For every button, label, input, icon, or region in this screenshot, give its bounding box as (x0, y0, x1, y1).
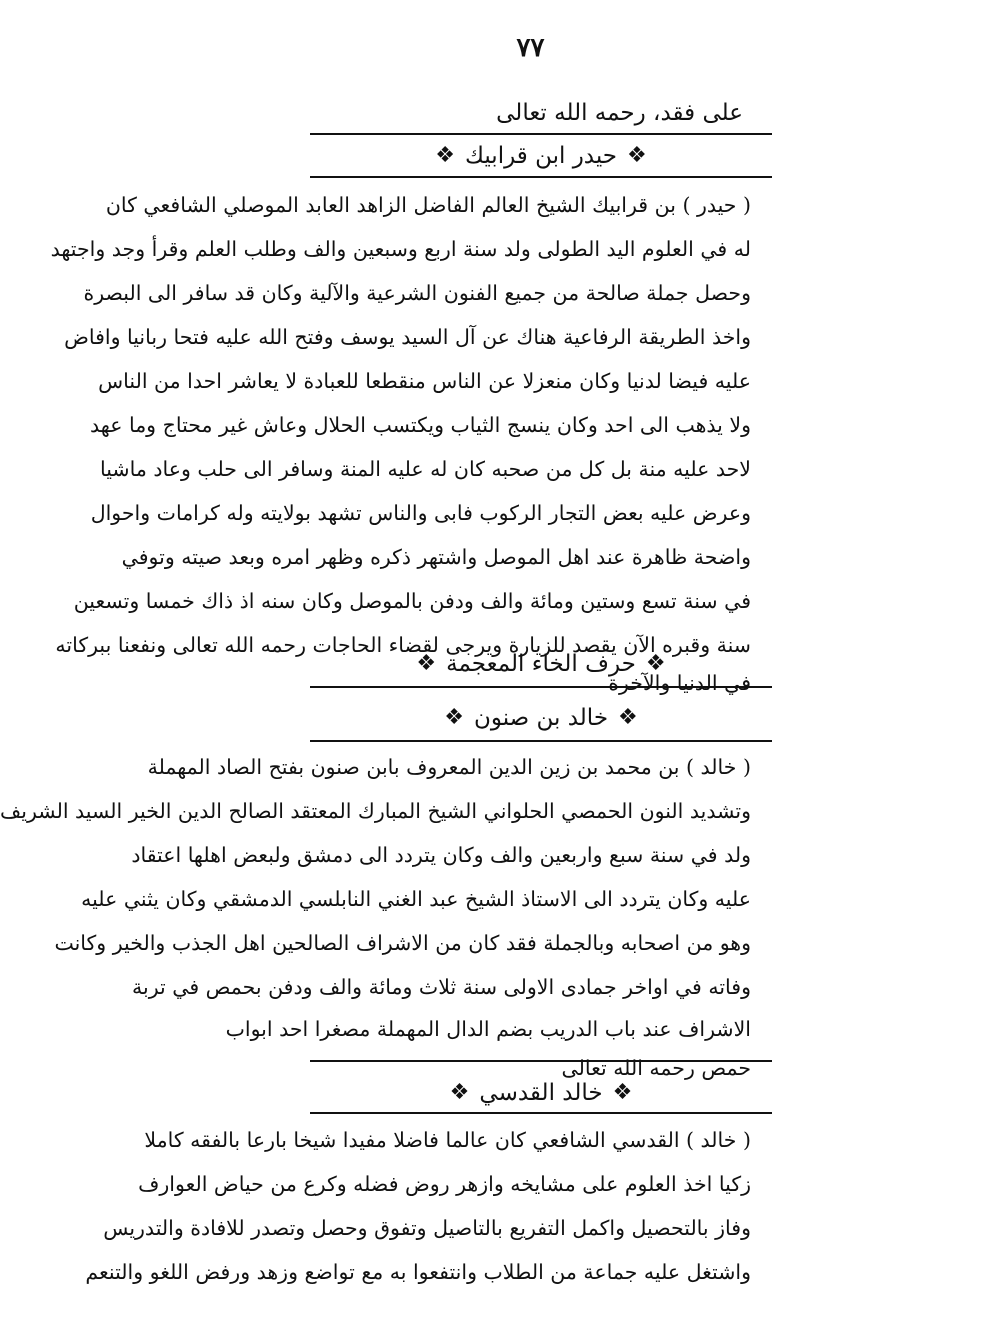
rule (310, 1112, 772, 1114)
rule (310, 133, 772, 135)
rule (310, 176, 772, 178)
text-line: واضحة ظاهرة عند اهل الموصل واشتهر ذكره وظهر امره وبعد صيته وتوفي (121, 545, 751, 569)
ornament-icon: ❖ (435, 143, 455, 168)
rule (310, 686, 772, 688)
text-line: الاشراف عند باب الدريب بضم الدال المهملة مصغرا احد ابواب (225, 1017, 751, 1041)
text-line: في سنة تسع وستين ومائة والف ودفن بالموصل وكان سنه اذ ذاك خمسا وتسعين (73, 589, 751, 613)
text-line: عليه وكان يتردد الى الاستاذ الشيخ عبد الغني النابلسي الدمشقي وكان يثني عليه (81, 887, 751, 911)
entry-heading (310, 138, 772, 172)
ornament-icon: ❖ (444, 705, 464, 730)
page-number: ٧٧ (516, 33, 545, 63)
text-line: ( حيدر ) بن قرابيك الشيخ العالم الفاضل الزاهد العابد الموصلي الشافعي كان (105, 193, 751, 217)
entry-heading-text: خالد بن صنون (473, 705, 609, 731)
text-line: وعرض عليه بعض التجار الركوب فابى والناس تشهد بولايته وله كرامات واحوال (90, 501, 751, 525)
ornament-icon: ❖ (618, 705, 638, 730)
text-line: ولا يذهب الى احد وكان ينسج الثياب ويكتسب الحلال وعاش غير محتاج وما عهد (90, 413, 751, 437)
carry-over-line: على فقد، رحمه الله تعالى (496, 100, 743, 126)
entry-heading (310, 700, 772, 734)
text-line: في الدنيا والآخرة (608, 671, 751, 695)
rule (310, 740, 772, 742)
entry-heading (310, 1075, 772, 1109)
text-line: وهو من اصحابه وبالجملة فقد كان من الاشراف الصالحين اهل الجذب والخير وكانت (54, 931, 751, 955)
entry-heading-text: خالد القدسي (479, 1080, 603, 1106)
letter-heading (310, 646, 772, 680)
text-line: ( خالد ) بن محمد بن زين الدين المعروف بابن صنون بفتح الصاد المهملة (147, 755, 751, 779)
text-line: ( خالد ) القدسي الشافعي كان عالما فاضلا مفيدا شيخا بارعا بالفقه كاملا (144, 1128, 751, 1152)
text-line: له في العلوم اليد الطولى ولد سنة اربع وسبعين والف وطلب العلم وقرأ وجد واجتهد (50, 237, 751, 261)
text-line: حمص رحمه الله تعالى (561, 1056, 751, 1080)
letter-heading-text: حرف الخاء المعجمة (446, 651, 636, 677)
text-line: عليه فيضا لدنيا وكان منعزلا عن الناس منقطعا للعبادة لا يعاشر احدا من الناس (98, 369, 751, 393)
ornament-icon: ❖ (627, 143, 647, 168)
ornament-icon: ❖ (612, 1080, 633, 1105)
entry-heading-text: حيدر ابن قرابيك (464, 143, 618, 169)
text-line: ولد في سنة سبع واربعين والف وكان يتردد الى دمشق ولبعض اهلها اعتقاد (131, 843, 751, 867)
text-line: وتشديد النون الحمصي الحلواني الشيخ المبارك المعتقد الصالح الدين الخير السيد الشريف (0, 799, 751, 823)
rule (310, 1060, 772, 1062)
text-line: سنة وقبره الآن يقصد للزيارة ويرجى لقضاء الحاجات رحمه الله تعالى ونفعنا ببركاته (55, 633, 751, 657)
text-line: وحصل جملة صالحة من جميع الفنون الشرعية والآلية وكان قد سافر الى البصرة (83, 281, 751, 305)
ornament-icon: ❖ (645, 651, 666, 676)
text-line: وفاته في اواخر جمادى الاولى سنة ثلاث ومائة والف ودفن بحمص في تربة (132, 975, 751, 999)
ornament-icon: ❖ (416, 651, 437, 676)
text-line: زكيا اخذ العلوم على مشايخه وازهر روض فضله وكرع من حياض العوارف (138, 1172, 751, 1196)
text-line: وفاز بالتحصيل واكمل التفريع بالتاصيل وتفوق وحصل وتصدر للافادة والتدريس (103, 1216, 751, 1240)
text-line: واشتغل عليه جماعة من الطلاب وانتفعوا به مع تواضع وزهد ورفض اللغو والتنعم (85, 1260, 751, 1284)
text-line: واخذ الطريقة الرفاعية هناك عن آل السيد يوسف وفتح الله عليه فتحا ربانيا وافاض (64, 325, 751, 349)
ornament-icon: ❖ (449, 1080, 470, 1105)
text-line: لاحد عليه منة بل كل من صحبه كان له عليه المنة وسافر الى حلب وعاد ماشيا (100, 457, 751, 481)
